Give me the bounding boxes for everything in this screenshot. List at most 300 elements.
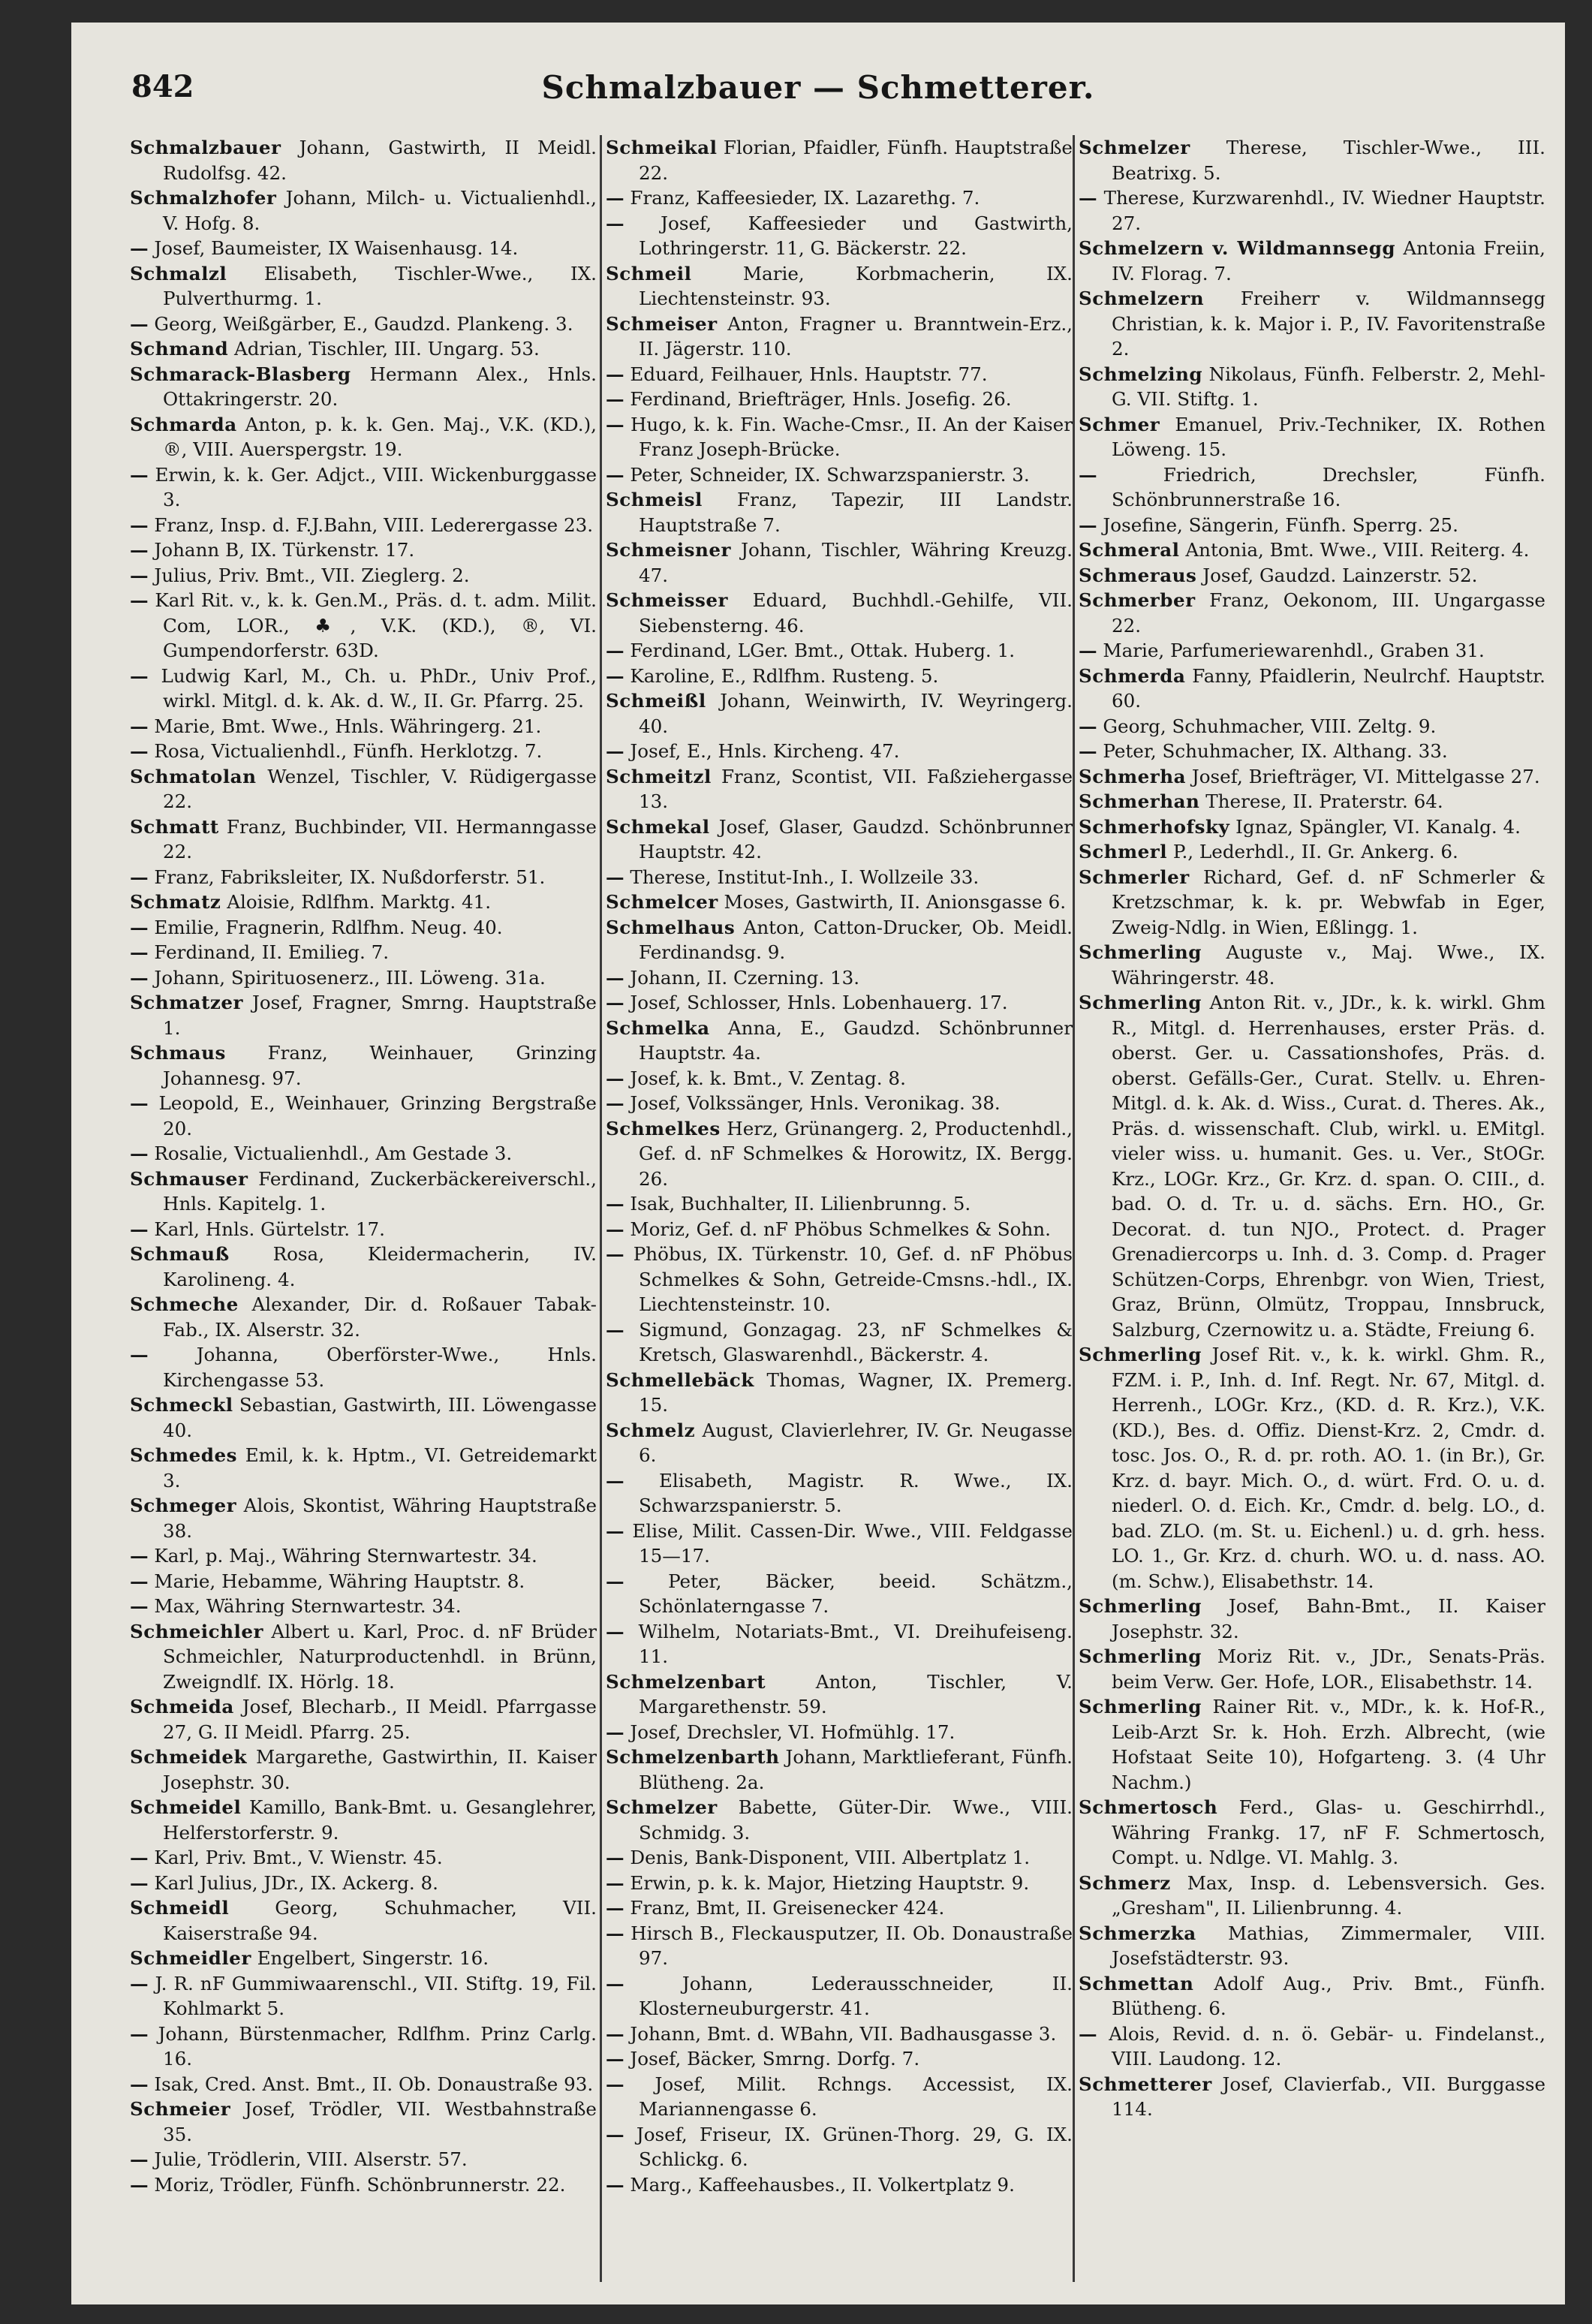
entry-surname: —: [606, 413, 624, 435]
directory-entry: [130, 513, 597, 538]
entry-surname: Schmelzenbart: [606, 1670, 766, 1693]
entry-surname: Schmelkes: [606, 1117, 721, 1139]
entry-surname: Schmerling: [1079, 1344, 1202, 1365]
entry-details: Johann, Spirituosenerz., III. Löweng. 31a.: [148, 966, 546, 989]
entry-details: Kamillo, Bank-Bmt. u. Gesanglehrer, Helferstorferstr. 9.: [163, 1796, 597, 1844]
entry-details: Ferdinand, LGer. Bmt., Ottak. Huberg. 1.: [624, 640, 1016, 661]
entry-surname: Schmerz: [1079, 1871, 1171, 1894]
directory-entry: [1079, 664, 1545, 714]
entry-surname: —: [606, 640, 624, 661]
entry-surname: Schmelcer: [606, 891, 718, 913]
directory-entry: [1079, 1871, 1545, 1921]
entry-details: Marie, Hebamme, Währing Hauptstr. 8.: [148, 1570, 525, 1592]
entry-details: Georg, Schuhmacher, VII. Kaiserstraße 94.: [163, 1897, 597, 1944]
directory-entry: [606, 1217, 1073, 1242]
entry-surname: —: [130, 237, 149, 259]
directory-entry: [606, 261, 1073, 312]
entry-surname: Schmauser: [130, 1167, 248, 1190]
entry-details: Isak, Buchhalter, II. Lilienbrunng. 5.: [624, 1193, 971, 1215]
directory-entry: [606, 1971, 1073, 2021]
directory-entry: [606, 1569, 1073, 1619]
entry-details: Julius, Priv. Bmt., VII. Zieglerg. 2.: [148, 564, 470, 586]
entry-details: Johann, Tischler, Währing Kreuzg. 47.: [639, 539, 1073, 586]
entry-details: Josef, Blecharb., II Meidl. Pfarrgasse 27, G. II Meidl. Pfarrg. 25.: [163, 1696, 597, 1743]
entry-surname: Schmellebäck: [606, 1368, 754, 1391]
directory-entry: [130, 588, 597, 664]
entry-surname: —: [130, 2148, 149, 2170]
entry-surname: Schmekal: [606, 815, 710, 838]
entry-details: Elise, Milit. Cassen-Dir. Wwe., VIII. Feldgasse 15—17.: [624, 1519, 1073, 1567]
directory-entry: [606, 1921, 1073, 1971]
directory-entry: [1079, 462, 1545, 513]
entry-surname: Schmelka: [606, 1016, 710, 1039]
entry-surname: —: [130, 1344, 149, 1365]
directory-entry: [606, 1795, 1073, 1845]
page-header: [71, 69, 1565, 129]
entry-details: Franz, Kaffeesieder, IX. Lazarethg. 7.: [624, 187, 980, 209]
entry-details: Franz, Tapezir, III Landstr. Hauptstraße 7.: [639, 489, 1073, 536]
entry-details: Karl, Priv. Bmt., V. Wienstr. 45.: [148, 1847, 443, 1868]
entry-details: J. R. nF Gummiwaarenschl., VII. Stiftg. 19, Fil. Kohlmarkt 5.: [148, 1972, 597, 2019]
entry-details: Aloisie, Rdlfhm. Marktg. 41.: [221, 891, 492, 913]
entry-surname: —: [606, 1218, 624, 1240]
entry-details: Denis, Bank-Disponent, VIII. Albertplatz 1.: [624, 1847, 1031, 1868]
entry-details: Sebastian, Gastwirth, III. Löwengasse 40.: [163, 1394, 597, 1441]
entry-details: Johann, Bürstenmacher, Rdlfhm. Prinz Carlg. 16.: [148, 2022, 597, 2070]
entry-surname: —: [1079, 187, 1097, 209]
entry-surname: Schmelzern v. Wildmannsegg: [1079, 237, 1396, 259]
entry-surname: Schmerler: [1079, 865, 1190, 888]
directory-entry: [606, 2072, 1073, 2122]
entry-surname: —: [606, 2022, 624, 2045]
entry-surname: —: [606, 1318, 624, 1341]
directory-entry: [130, 915, 597, 941]
entry-surname: —: [130, 715, 149, 737]
entry-details: Phöbus, IX. Türkenstr. 10, Gef. d. nF Phöbus Schmelkes & Sohn, Getreide-Cmsns.-hdl., IX. Liechtensteinstr. 10.: [624, 1243, 1073, 1315]
directory-entry: [1079, 638, 1545, 664]
entry-surname: Schmertosch: [1079, 1796, 1218, 1818]
entry-surname: —: [130, 1871, 149, 1894]
entry-surname: —: [606, 865, 624, 888]
directory-entry: [130, 1167, 597, 1217]
entry-surname: Schmerha: [1079, 765, 1187, 787]
directory-page: [71, 23, 1565, 2304]
entry-details: Josef, Bäcker, Smrng. Dorfg. 7.: [624, 2048, 920, 2070]
directory-entry: [606, 1468, 1073, 1519]
entry-details: Isak, Cred. Anst. Bmt., II. Ob. Donaustraße 93.: [148, 2073, 594, 2095]
entry-details: Therese, Institut-Inh., I. Wollzeile 33.: [624, 865, 980, 888]
entry-details: Johann, Gastwirth, II Meidl. Rudolfsg. 42.: [163, 137, 597, 184]
entry-details: Hirsch B., Fleckausputzer, II. Ob. Donaustraße 97.: [624, 1922, 1073, 1969]
entry-details: Karoline, E., Rdlfhm. Rusteng. 5.: [624, 664, 939, 687]
entry-surname: —: [130, 1972, 149, 1994]
entry-details: Sigmund, Gonzagag. 23, nF Schmelkes & Kretsch, Glaswarenhdl., Bäckerstr. 4.: [624, 1318, 1073, 1365]
directory-entry: [606, 1720, 1073, 1745]
entry-surname: Schmelzern: [1079, 287, 1205, 309]
directory-entry: [606, 2122, 1073, 2172]
entry-surname: —: [606, 2123, 624, 2145]
directory-entry: [606, 1845, 1073, 1871]
directory-entry: [606, 2046, 1073, 2072]
entry-surname: Schmatolan: [130, 765, 257, 787]
directory-entry: [606, 1619, 1073, 1669]
entry-details: Albert u. Karl, Proc. d. nF Brüder Schmeichler, Naturproductenhdl. in Brünn, Zweigndlf. IX. Hörlg. 18.: [163, 1620, 597, 1693]
entry-surname: —: [130, 513, 149, 536]
entry-surname: Schmeikal: [606, 137, 718, 158]
entry-surname: Schmeil: [606, 262, 692, 284]
entry-details: Elisabeth, Magistr. R. Wwe., IX. Schwarzspanierstr. 5.: [624, 1469, 1073, 1516]
entry-surname: Schmeidek: [130, 1746, 248, 1768]
directory-entry: [606, 1871, 1073, 1896]
directory-entry: [1079, 865, 1545, 941]
entry-surname: —: [1079, 715, 1097, 737]
directory-entry: [1079, 185, 1545, 236]
entry-details: Alois, Skontist, Währing Hauptstraße 38.: [163, 1495, 597, 1542]
directory-entry: [1079, 1644, 1545, 1694]
column-divider: [600, 135, 602, 2282]
entry-details: Therese, Tischler-Wwe., III. Beatrixg. 5.: [1112, 137, 1545, 184]
entry-details: Rainer Rit. v., MDr., k. k. Hof-R., Leib-Arzt Sr. k. Hoh. Erzh. Albrecht, (wie Hofstaat Seite 10), Hofgarteng. 3. (4 Uhr Nachm.): [1112, 1696, 1545, 1793]
entry-surname: Schmeche: [130, 1293, 239, 1315]
entry-surname: —: [130, 564, 149, 586]
entry-surname: —: [606, 1620, 624, 1642]
entry-surname: Schmerling: [1079, 1595, 1202, 1617]
directory-entry: [130, 2147, 597, 2172]
entry-details: Josef, Schlosser, Hnls. Lobenhauerg. 17.: [624, 992, 1008, 1013]
entry-surname: —: [130, 941, 149, 963]
entry-surname: —: [606, 664, 624, 687]
entry-details: Margarethe, Gastwirthin, II. Kaiser Josephstr. 30.: [163, 1746, 597, 1793]
directory-entry: [130, 2172, 597, 2198]
entry-details: Ferdinand, Zuckerbäckereiverschl., Hnls. Kapitelg. 1.: [163, 1167, 597, 1215]
entry-details: Josef, Drechsler, VI. Hofmühlg. 17.: [624, 1720, 956, 1743]
entry-surname: Schmerber: [1079, 589, 1196, 611]
directory-entry: [130, 1217, 597, 1242]
directory-entry: [130, 1392, 597, 1443]
directory-entry: [130, 1895, 597, 1946]
entry-details: Josef, k. k. Bmt., V. Zentag. 8.: [624, 1067, 906, 1089]
entry-details: Josef, Baumeister, IX Waisenhausg. 14.: [148, 237, 519, 259]
entry-details: Rosalie, Victualienhdl., Am Gestade 3.: [148, 1142, 513, 1164]
entry-surname: —: [130, 539, 149, 561]
directory-entry: [606, 1418, 1073, 1468]
entry-details: Adolf Aug., Priv. Bmt., Fünfh. Blütheng. 6.: [1112, 1972, 1545, 2019]
directory-entry: [130, 1342, 597, 1392]
entry-details: Therese, II. Praterstr. 64.: [1199, 790, 1443, 812]
entry-surname: —: [130, 2173, 149, 2196]
entry-details: Herz, Grünangerg. 2, Productenhdl., Gef. d. nF Schmelkes & Horowitz, IX. Bergg. 26.: [639, 1117, 1073, 1190]
entry-surname: —: [606, 992, 624, 1013]
entry-surname: Schmarda: [130, 413, 237, 435]
directory-entry: [1079, 1342, 1545, 1594]
entry-surname: —: [606, 1519, 624, 1542]
entry-surname: Schmelzer: [1079, 137, 1190, 158]
entry-details: Peter, Schuhmacher, IX. Althang. 33.: [1097, 740, 1448, 762]
entry-details: Max, Währing Sternwartestr. 34.: [148, 1595, 462, 1617]
entry-details: Peter, Bäcker, beeid. Schätzm., Schönlaterngasse 7.: [624, 1570, 1073, 1617]
entry-details: Josef, Clavierfab., VII. Burggasse 114.: [1112, 2073, 1545, 2120]
directory-entry: [1079, 537, 1545, 563]
entry-surname: Schmerl: [1079, 841, 1168, 862]
entry-surname: —: [606, 1193, 624, 1215]
entry-details: Max, Insp. d. Lebensversich. Ges. „Gresham", II. Lilienbrunng. 4.: [1112, 1871, 1545, 1919]
entry-surname: —: [606, 463, 624, 486]
entry-surname: —: [1079, 740, 1097, 762]
directory-entry: [130, 865, 597, 890]
entry-surname: —: [130, 312, 149, 335]
entry-surname: Schmetterer: [1079, 2073, 1212, 2095]
entry-details: Anton Rit. v., JDr., k. k. wirkl. Ghm R., Mitgl. d. Herrenhauses, erster Präs. d. oberst. Ger. u. Cassationshofes, Präs. d. oberst. Gefälls-Ger., Curat. Stellv. u. Ehren-Mitgl. d. k. Ak. d. Wiss., Curat. d. Theres. Ak., Präs. d. wissenschaft. Club, wirkl. u. EMitgl. vieler wiss. u. humanit. Ges. u. Ver., StOGr. Krz., LOGr. Krz., Gr. Krz. d. span. O. CIII., d. bad. O. d. Tr. u. d. sächs. Ern. HO., Gr. Decorat. d. tun NJO., Protect. d. Prager Grenadiercorps u. Inh. d. 3. Comp. d. Prager Schützen-Corps, Ehrenbgr. von Wien, Triest, Graz, Brünn, Olmütz, Troppau, Innsbruck, Salzburg, Czernowitz u. a. Städte, Freiung 6.: [1112, 992, 1545, 1341]
directory-entry: [1079, 563, 1545, 589]
entry-surname: —: [606, 187, 624, 209]
directory-entry: [606, 1091, 1073, 1116]
entry-details: Marie, Bmt. Wwe., Hnls. Währingerg. 21.: [148, 715, 542, 737]
entry-details: Wenzel, Tischler, V. Rüdigergasse 22.: [163, 765, 597, 812]
entry-details: Alois, Revid. d. n. ö. Gebär- u. Findelanst., VIII. Laudong. 12.: [1097, 2022, 1545, 2070]
directory-entry: [130, 1694, 597, 1745]
entry-surname: Schmeidl: [130, 1897, 230, 1919]
entry-surname: Schmatz: [130, 891, 221, 913]
entry-details: Emil, k. k. Hptm., VI. Getreidemarkt 3.: [163, 1444, 597, 1492]
directory-entry: [130, 236, 597, 261]
entry-details: Franz, Oekonom, III. Ungargasse 22.: [1112, 589, 1545, 637]
entry-details: Moriz, Gef. d. nF Phöbus Schmelkes & Sohn.: [624, 1218, 1051, 1240]
entry-details: Josef, E., Hnls. Kircheng. 47.: [624, 740, 900, 762]
directory-entry: [130, 990, 597, 1040]
entry-surname: Schmeisl: [606, 489, 703, 510]
entry-surname: Schmeida: [130, 1696, 234, 1717]
entry-details: Elisabeth, Tischler-Wwe., IX. Pulverthurmg. 1.: [163, 262, 597, 309]
entry-details: Anton, Tischler, V. Margarethenstr. 59.: [639, 1670, 1073, 1717]
entry-surname: —: [130, 740, 149, 762]
directory-entry: [1079, 1694, 1545, 1795]
entry-details: Emilie, Fragnerin, Rdlfhm. Neug. 40.: [148, 916, 503, 938]
column-divider: [1073, 135, 1075, 2282]
entry-surname: Schmelzenbarth: [606, 1746, 780, 1768]
entry-surname: —: [130, 1595, 149, 1617]
entry-details: Ferdinand, II. Emilieg. 7.: [148, 941, 390, 963]
entry-surname: —: [606, 1972, 624, 1994]
entry-surname: Schmeichler: [130, 1620, 263, 1642]
entry-surname: —: [130, 463, 149, 486]
entry-surname: Schmeidler: [130, 1947, 251, 1969]
entry-surname: —: [130, 1092, 149, 1114]
entry-details: Karl, p. Maj., Währing Sternwartestr. 34.: [148, 1545, 537, 1567]
entry-surname: —: [1079, 2022, 1097, 2045]
entry-details: Auguste v., Maj. Wwe., IX. Währingerstr. 48.: [1112, 941, 1545, 989]
entry-surname: Schmerhan: [1079, 790, 1200, 812]
directory-entry: [606, 638, 1073, 664]
directory-entry: [606, 362, 1073, 387]
entry-details: Johann, Bmt. d. WBahn, VII. Badhausgasse 3.: [624, 2022, 1057, 2045]
entry-details: August, Clavierlehrer, IV. Gr. Neugasse 6.: [639, 1419, 1073, 1466]
entry-details: Josef, Kaffeesieder und Gastwirth, Lothringerstr. 11, G. Bäckerstr. 22.: [624, 212, 1073, 259]
directory-entry: [130, 412, 597, 462]
entry-surname: Schmerling: [1079, 1696, 1202, 1717]
entry-details: Fanny, Pfaidlerin, Neulrchf. Hauptstr. 60.: [1112, 664, 1545, 712]
directory-entry: [1079, 286, 1545, 362]
directory-entry: [606, 135, 1073, 185]
entry-surname: —: [130, 865, 149, 888]
entry-surname: —: [130, 1218, 149, 1240]
entry-surname: Schmerzka: [1079, 1922, 1196, 1944]
directory-entry: [1079, 236, 1545, 286]
entry-details: Josef, Volkssänger, Hnls. Veronikag. 38.: [624, 1092, 1001, 1114]
entry-details: Josef, Bahn-Bmt., II. Kaiser Josephstr. 32.: [1112, 1595, 1545, 1642]
entry-details: Josef, Briefträger, VI. Mittelgasse 27.: [1186, 765, 1540, 787]
entry-details: Franz, Bmt, II. Greisenecker 424.: [624, 1897, 945, 1919]
directory-entry: [606, 211, 1073, 261]
entry-details: Hermann Alex., Hnls. Ottakringerstr. 20.: [163, 363, 597, 410]
directory-entry: [130, 563, 597, 589]
entry-details: Johann, Milch- u. Victualienhdl., V. Hofg. 8.: [163, 187, 597, 234]
entry-details: Marie, Parfumeriewarenhdl., Graben 31.: [1097, 640, 1485, 661]
entry-surname: Schmelz: [606, 1419, 696, 1441]
directory-entry: [130, 1745, 597, 1795]
directory-entry: [606, 739, 1073, 764]
entry-details: Anton, p. k. k. Gen. Maj., V.K. (KD.), ®, VIII. Auerspergstr. 19.: [163, 413, 597, 460]
entry-details: Mathias, Zimmermaler, VIII. Josefstädterstr. 93.: [1112, 1922, 1545, 1969]
directory-entry: [606, 2172, 1073, 2198]
entry-details: Ludwig Karl, M., Ch. u. PhDr., Univ Prof., wirkl. Mitgl. d. k. Ak. d. W., II. Gr. Pfarrg. 25.: [148, 664, 597, 712]
entry-surname: Schmerling: [1079, 992, 1202, 1013]
page-number: 842: [131, 69, 194, 104]
entry-surname: —: [606, 212, 624, 234]
entry-surname: —: [130, 589, 149, 611]
entry-details: Ignaz, Spängler, VI. Kanalg. 4.: [1229, 815, 1521, 838]
entry-surname: —: [606, 1092, 624, 1114]
entry-details: Rosa, Victualienhdl., Fünfh. Herklotzg. 7.: [148, 740, 543, 762]
entry-details: Erwin, k. k. Ger. Adjct., VIII. Wickenburggasse 3.: [148, 463, 597, 510]
entry-surname: —: [606, 1720, 624, 1743]
directory-entry: [130, 1141, 597, 1167]
entry-details: Franz, Insp. d. F.J.Bahn, VIII. Lederergasse 23.: [148, 513, 594, 536]
entry-surname: —: [606, 1897, 624, 1919]
directory-entry: [606, 1242, 1073, 1317]
directory-entry: [606, 1368, 1073, 1418]
directory-entry: [130, 1493, 597, 1543]
directory-entry: [1079, 1594, 1545, 1644]
entry-surname: Schmerda: [1079, 664, 1186, 687]
directory-entry: [130, 1619, 597, 1695]
entry-surname: Schmelzing: [1079, 363, 1203, 385]
entry-surname: Schmeidel: [130, 1796, 242, 1818]
entry-surname: —: [606, 388, 624, 410]
entry-details: Marie, Korbmacherin, IX. Liechtensteinstr. 93.: [639, 262, 1073, 309]
directory-entry: [130, 1040, 597, 1091]
entry-surname: —: [1079, 640, 1097, 661]
entry-details: Josef, Fragner, Smrng. Hauptstraße 1.: [163, 992, 597, 1039]
entry-surname: —: [130, 1847, 149, 1868]
entry-surname: —: [606, 2048, 624, 2070]
directory-entry: [130, 940, 597, 965]
directory-entry: [606, 1745, 1073, 1795]
directory-entry: [130, 965, 597, 991]
entry-details: Karl, Hnls. Gürtelstr. 17.: [148, 1218, 385, 1240]
entry-details: Adrian, Tischler, III. Ungarg. 53.: [228, 338, 540, 360]
directory-entry: [606, 387, 1073, 412]
directory-entry: [130, 462, 597, 513]
directory-entry: [606, 537, 1073, 588]
directory-entry: [606, 2021, 1073, 2047]
entry-surname: Schmeier: [130, 2098, 231, 2120]
entry-details: Marg., Kaffeehausbes., II. Volkertplatz 9.: [624, 2173, 1015, 2196]
entry-details: Josef, Milit. Rchngs. Accessist, IX. Mariannengasse 6.: [624, 2073, 1073, 2120]
directory-entry: [1079, 513, 1545, 538]
directory-entry: [606, 865, 1073, 890]
directory-entry: [606, 764, 1073, 814]
directory-entry: [1079, 990, 1545, 1342]
entry-details: Johann, Marktlieferant, Fünfh. Blütheng. 2a.: [639, 1746, 1073, 1793]
entry-details: Ferd., Glas- u. Geschirrhdl., Währing Frankg. 17, nF F. Schmertosch, Compt. u. Ndlge. VI. Mahlg. 3.: [1112, 1796, 1545, 1868]
entry-details: Wilhelm, Notariats-Bmt., VI. Dreihufeiseng. 11.: [624, 1620, 1073, 1667]
directory-entry: [606, 185, 1073, 211]
directory-entry: [1079, 362, 1545, 412]
directory-entry: [606, 664, 1073, 689]
entry-surname: Schmedes: [130, 1444, 237, 1466]
entry-surname: Schmerhofsky: [1079, 815, 1230, 838]
entry-details: Josef Rit. v., k. k. wirkl. Ghm. R., FZM. i. P., Inh. d. Inf. Regt. Nr. 67, Mitgl. d. Herrenh., LOGr. Krz., (KD. d. R. Krz.), V.K. (KD.), Bes. d. Offiz. Dienst-Krz. 2, Cmdr. d. tosc. Jos. O., R. d. pr. roth. AO. 1. (in Br.), Gr. Krz. d. bayr. Mich. O., d. würt. Frd. O. u. d. niederl. O. d. Eich. Kr., Cmdr. d. belg. LO., d. bad. ZLO. (m. St. u. Eichenl.) u. d. grh. hess. LO. 1., Gr. Krz. d. churh. WO. u. d. nass. AO. (m. Schw.), Elisabethstr. 14.: [1112, 1344, 1545, 1592]
directory-entry: [606, 462, 1073, 488]
directory-entry: [130, 1242, 597, 1292]
entry-surname: Schmarack-Blasberg: [130, 363, 351, 385]
directory-entry: [130, 1871, 597, 1896]
directory-entry: [130, 714, 597, 739]
directory-entry: [130, 537, 597, 563]
directory-entry: [1079, 2072, 1545, 2122]
entry-surname: Schmeiser: [606, 312, 718, 335]
entry-surname: —: [130, 1570, 149, 1592]
entry-surname: Schmelhaus: [606, 916, 736, 938]
entry-details: Karl Rit. v., k. k. Gen.M., Präs. d. t. adm. Milit. Com, LOR., ♣, V.K. (KD.), ®, VI. Gumpendorferstr. 63D.: [148, 589, 597, 661]
directory-entry: [130, 1091, 597, 1141]
entry-details: P., Lederhdl., II. Gr. Ankerg. 6.: [1167, 841, 1458, 862]
entry-surname: —: [606, 1570, 624, 1592]
directory-entry: [130, 814, 597, 865]
directory-entry: [1079, 588, 1545, 638]
entry-surname: —: [606, 966, 624, 989]
entry-surname: Schmettan: [1079, 1972, 1194, 1994]
directory-entry: [130, 1443, 597, 1493]
directory-entry: [606, 1016, 1073, 1066]
entry-details: Johanna, Oberförster-Wwe., Hnls. Kirchengasse 53.: [148, 1344, 597, 1391]
directory-entry: [606, 412, 1073, 462]
entry-details: Therese, Kurzwarenhdl., IV. Wiedner Hauptstr. 27.: [1097, 187, 1545, 234]
directory-entry: [1079, 412, 1545, 462]
entry-surname: —: [130, 1545, 149, 1567]
entry-details: Franz, Scontist, VII. Faßziehergasse 13.: [639, 765, 1073, 812]
entry-surname: —: [606, 740, 624, 762]
entry-details: Engelbert, Singerstr. 16.: [251, 1947, 489, 1969]
entry-details: Josef, Friseur, IX. Grünen-Thorg. 29, G. IX. Schlickg. 6.: [624, 2123, 1073, 2170]
entry-details: Rosa, Kleidermacherin, IV. Karolineng. 4.: [163, 1243, 597, 1290]
entry-details: Franz, Buchbinder, VII. Hermanngasse 22.: [163, 815, 597, 862]
directory-entry: [130, 1946, 597, 1971]
entry-details: Peter, Schneider, IX. Schwarzspanierstr. 3.: [624, 463, 1030, 486]
directory-entry: [606, 990, 1073, 1016]
entry-surname: Schmer: [1079, 413, 1160, 435]
entry-details: Franz, Fabriksleiter, IX. Nußdorferstr. 51.: [148, 865, 546, 888]
entry-details: Moses, Gastwirth, II. Anionsgasse 6.: [718, 891, 1067, 913]
entry-details: Friedrich, Drechsler, Fünfh. Schönbrunnerstraße 16.: [1097, 463, 1545, 510]
directory-entry: [130, 312, 597, 337]
entry-details: Anna, E., Gaudzd. Schönbrunner Hauptstr. 4a.: [639, 1016, 1073, 1064]
entry-details: Eduard, Buchhdl.-Gehilfe, VII. Siebensterng. 46.: [639, 589, 1073, 637]
directory-entry: [130, 739, 597, 764]
entry-surname: Schmauß: [130, 1243, 230, 1265]
entry-details: Josefine, Sängerin, Fünfh. Sperrg. 25.: [1097, 513, 1458, 536]
directory-entry: [130, 185, 597, 236]
